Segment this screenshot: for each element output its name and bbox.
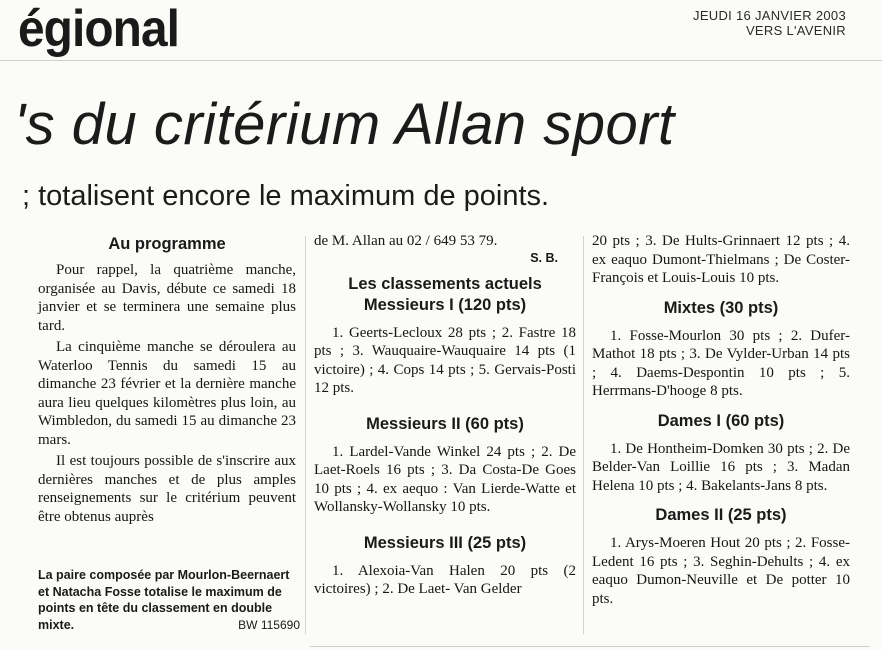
date-line: [693, 8, 846, 38]
column-divider: [583, 236, 584, 634]
messieurs-3-heading: Messieurs III (25 pts): [363, 533, 527, 552]
issue-date: JEUDI 16 JANVIER 2003: [693, 8, 846, 23]
column-3: [592, 232, 850, 608]
mixtes-heading: Mixtes (30 pts): [663, 298, 779, 317]
paragraph: La cinquième manche se déroulera au Waterloo Tennis du samedi 15 au dimanche 23 février et la dernière manche aura lieu quelques kilomètres plus loin, au Wimbledon, du samedi 15 au dimanche 23 mars.: [38, 339, 296, 448]
paragraph: Il est toujours possible de s'inscrire aux dernières manches et de plus amples renseignements sur le critérium peuvent être obtenus auprès: [38, 453, 296, 525]
top-rule: [0, 60, 882, 61]
messieurs-2-heading: Messieurs II (60 pts): [366, 414, 524, 433]
messieurs-3-continuation: 20 pts ; 3. De Hults-Grinnaert 12 pts ; 4. ex eaquo Dumont-Thielmans ; De Coster-François et Louis-Louis 10 pts.: [592, 233, 850, 286]
messieurs-2-results: 1. Lardel-Vande Winkel 24 pts ; 2. De Laet-Roels 16 pts ; 3. Da Costa-De Goes 10 pts ; 4. ex aequo : Van Lierde-Watte et Wollansky-Wollansky 10 pts.: [314, 443, 576, 515]
dames-2-heading: Dames II (25 pts): [655, 506, 787, 524]
messieurs-1-results: 1. Geerts-Lecloux 28 pts ; 2. Fastre 18 pts ; 3. Wauquaire-Wauquaire 14 pts (1 victoire) ; 4. Cops 14 pts ; 5. Gervais-Posti 12 pts.: [314, 324, 576, 396]
column-2: [314, 232, 576, 599]
subheadline: ; totalisent encore le maximum de points.: [22, 180, 550, 212]
newspaper-name: VERS L'AVENIR: [745, 23, 846, 38]
headline: 's du critérium Allan sport: [14, 92, 675, 157]
photo-caption: [38, 567, 300, 633]
mixtes-results: 1. Fosse-Mourlon 30 pts ; 2. Dufer-Mathot 18 pts ; 3. De Vylder-Urban 14 pts ; 4. Daems-Despontin 10 pts ; 5. Herrmans-D'hooge 8 pts.: [592, 327, 850, 399]
dames-2-results: 1. Arys-Moeren Hout 20 pts ; 2. Fosse-Ledent 16 pts ; 3. Seghin-Dehults ; 4. ex eaquo Dumon-Neuville et De potter 10 pts.: [592, 535, 850, 607]
section-title: égional: [18, 0, 180, 58]
continuation-text: de M. Allan au 02 / 649 53 79.: [314, 233, 498, 249]
dames-1-heading: Dames I (60 pts): [657, 411, 785, 430]
messieurs-1-heading: Messieurs I (120 pts): [363, 295, 527, 314]
author-signature: S. B.: [530, 250, 558, 265]
photo-credit: BW 115690: [238, 617, 300, 632]
column-1: [38, 234, 296, 529]
paragraph: Pour rappel, la quatrième manche, organisée au Davis, débute ce samedi 18 janvier et se terminera une semaine plus tard.: [38, 262, 296, 334]
caption-text: La paire composée par Mourlon-Beernaert et Natacha Fosse totalise le maximum de points en tête du classement en double mixte.: [38, 568, 290, 632]
messieurs-3-results: 1. Alexoia-Van Halen 20 pts (2 victoires) ; 2. De Laet- Van Gelder: [314, 562, 576, 597]
dames-1-results: 1. De Hontheim-Domken 30 pts ; 2. De Belder-Van Loillie 16 pts ; 3. Madan Helena 10 pts ; 4. Bakelants-Jans 8 pts.: [592, 440, 850, 494]
au-programme-heading: Au programme: [108, 235, 226, 253]
bottom-rule: [310, 646, 870, 647]
classements-heading: Les classements actuels: [348, 274, 542, 293]
column-divider: [305, 236, 306, 634]
